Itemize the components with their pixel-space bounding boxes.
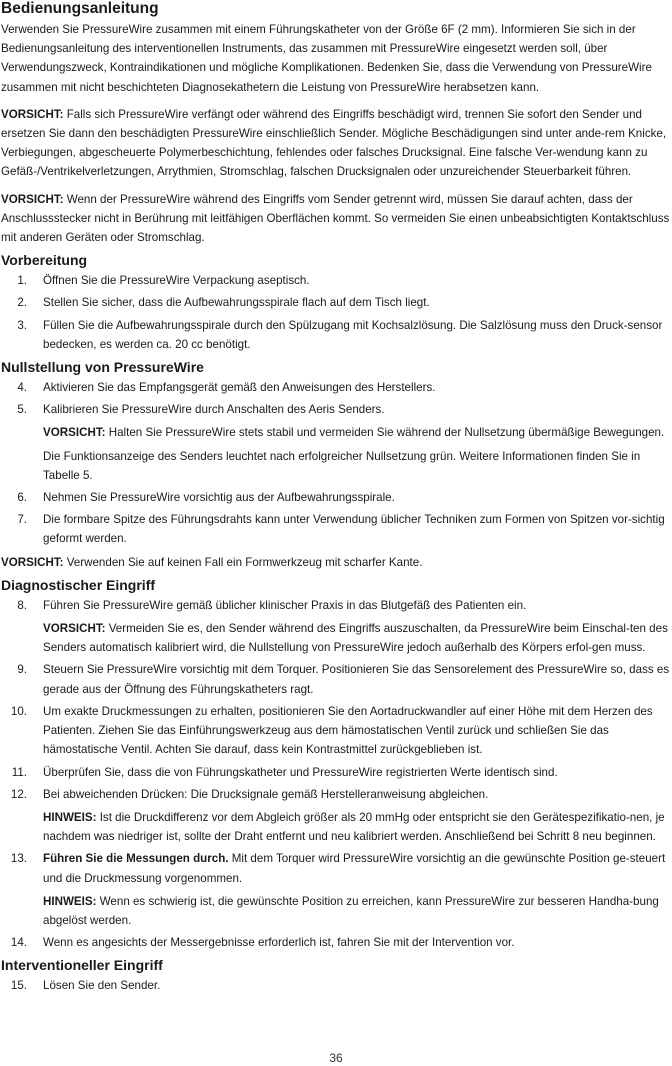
list-item xyxy=(1,976,671,995)
list-item xyxy=(1,378,671,397)
diagnostic-steps-cont xyxy=(1,660,671,803)
step-text: Aktivieren Sie das Empfangsgerät gemäß den Anweisungen des Herstellers. xyxy=(43,381,436,395)
diagnostic-steps-cont2 xyxy=(1,849,671,887)
step-text: Überprüfen Sie, dass die von Führungskatheter und PressureWire registrierten Werte identisch sind. xyxy=(43,765,558,779)
note-hinweis xyxy=(1,808,671,846)
caution-text: Wenn der PressureWire während des Eingriffs vom Sender getrennt wird, müssen Sie darauf achten, dass der Anschlussstecker nicht in Berührung mit leitfähigen Oberflächen kommt. So vermeiden Sie einen unbeabsichtigten Kontaktschluss mit anderen Geräten oder Stromschlag. xyxy=(1,192,670,245)
step-number: 9. xyxy=(17,663,27,677)
step-text: Bei abweichenden Drücken: Die Drucksignale gemäß Herstelleranweisung abgleichen. xyxy=(43,787,489,801)
caution-paragraph-1 xyxy=(1,105,671,182)
list-item xyxy=(1,488,671,507)
list-item xyxy=(1,271,671,290)
list-item xyxy=(1,785,671,804)
caution-label: VORSICHT: xyxy=(1,107,64,121)
step-text: Nehmen Sie PressureWire vorsichtig aus der Aufbewahrungsspirale. xyxy=(43,491,395,505)
caution-label: VORSICHT: xyxy=(43,622,106,636)
step-number: 6. xyxy=(17,491,27,505)
step-number: 11. xyxy=(11,765,27,779)
list-item xyxy=(1,933,671,952)
page-title: Bedienungsanleitung xyxy=(1,0,159,17)
caution-note xyxy=(1,619,671,657)
caution-paragraph-3 xyxy=(1,553,671,572)
list-item xyxy=(1,293,671,312)
step-text: Öffnen Sie die PressureWire Verpackung aseptisch. xyxy=(43,274,310,288)
zeroing-steps-cont xyxy=(1,488,671,549)
intro-paragraph: Verwenden Sie PressureWire zusammen mit einem Führungskatheter von der Größe 6F (2 mm). Informieren Sie sich in der Bedienungsanleitung des interventionellen Instruments, das zusammen mit PressureWire eingesetzt werden soll, über Verwendungszweck, Kontraindikationen und mögliche Komplikationen. Bedenken Sie, dass die Verwendung von PressureWire zusammen mit nicht beschichteten Diagnosekathetern die Leistung von PressureWire herabsetzen kann. xyxy=(1,23,652,94)
list-item xyxy=(1,510,671,548)
preparation-steps xyxy=(1,271,671,354)
caution-text: Verwenden Sie auf keinen Fall ein Formwerkzeug mit scharfer Kante. xyxy=(63,555,423,569)
step-text: Führen Sie PressureWire gemäß üblicher klinischer Praxis in das Blutgefäß des Patienten ein. xyxy=(43,598,527,612)
list-item xyxy=(1,702,671,760)
caution-label: VORSICHT: xyxy=(1,192,64,206)
list-item xyxy=(1,849,671,887)
step-bold-text: Führen Sie die Messungen durch. xyxy=(43,852,229,866)
caution-text: Falls sich PressureWire verfängt oder während des Eingriffs beschädigt wird, trennen Sie sofort den Sender und ersetzen Sie dann den beschädigten PressureWire einschließlich Sender. Mögliche Beschädigungen sind unter ande-rem Knicke, Verbiegungen, abgescheuerte Polymerbeschichtung, fehlendes oder falsches Drucksignal. Eine falsche Ver-wendung kann zu Gefäß-/Ventrikelverletzungen, Arrythmien, Stromschlag, falschen Drucksignalen oder unzureichender Steuerbarkeit führen. xyxy=(1,107,667,179)
caution-note xyxy=(1,423,671,442)
step-text: Stellen Sie sicher, dass die Aufbewahrungsspirale flach auf dem Tisch liegt. xyxy=(43,296,430,310)
note-label: HINWEIS: xyxy=(43,810,97,824)
step-text: Die formbare Spitze des Führungsdrahts kann unter Verwendung üblicher Techniken zum Formen von Spitzen vor-sichtig geformt werden. xyxy=(43,513,665,546)
list-item xyxy=(1,660,671,698)
caution-text: Vermeiden Sie es, den Sender während des Eingriffs auszuschalten, da PressureWire beim Einschal-ten des Senders automatisch kalibriert wird, die Nullstellung von PressureWire jedoch außerhalb des Körpers erfol-gen muss. xyxy=(43,622,668,655)
step-number: 3. xyxy=(17,318,27,332)
step-number: 12. xyxy=(10,787,27,801)
note-hinweis xyxy=(1,892,671,930)
interventional-steps xyxy=(1,976,671,995)
diagnostic-steps xyxy=(1,596,671,615)
step-text: Lösen Sie den Sender. xyxy=(43,979,161,993)
step-number: 10. xyxy=(10,704,27,718)
step-number: 1. xyxy=(17,274,27,288)
step-text: Steuern Sie PressureWire vorsichtig mit dem Torquer. Positionieren Sie das Sensorelement des PressureWire so, dass es gerade aus der Öffnung des Führungskatheters ragt. xyxy=(43,663,670,696)
list-item xyxy=(1,400,671,419)
list-item xyxy=(1,596,671,615)
note-text: Ist die Druckdifferenz vor dem Abgleich größer als 20 mmHg oder entspricht sie den Gerätespezifikatio-nen, je nachdem was niedriger ist, sollte der Draht entfernt und neu kalibriert werden. Anschließend bei Schritt 8 neu beginnen. xyxy=(43,810,665,844)
note-text: Wenn es schwierig ist, die gewünschte Position zu erreichen, kann PressureWire zur besseren Handha-bung abgelöst werden. xyxy=(43,894,659,927)
section-heading-interventional: Interventioneller Eingriff xyxy=(1,957,163,974)
diagnostic-steps-cont3 xyxy=(1,933,671,952)
step-number: 7. xyxy=(17,513,27,527)
list-item xyxy=(1,763,671,782)
step-text: Kalibrieren Sie PressureWire durch Anschalten des Aeris Senders. xyxy=(43,403,385,417)
step-number: 15. xyxy=(10,979,27,993)
zeroing-steps xyxy=(1,378,671,419)
step-text: Mit dem Torquer wird PressureWire vorsichtig an die gewünschte Position ge-steuert und die Druckmessung vorgenommen. xyxy=(43,852,666,885)
section-heading-diagnostic: Diagnostischer Eingriff xyxy=(1,576,156,593)
step-text: Um exakte Druckmessungen zu erhalten, positionieren Sie den Aortadruckwandler auf einer Höhe mit dem Herzen des Patienten. Ziehen Sie das Einführungswerkzeug aus dem hämostatischen Ventil zurück und schließen Sie das hämostatische Ventil. Achten Sie darauf, dass kein Kontrastmittel zurückgeblieben ist. xyxy=(43,704,653,757)
section-heading-zeroing: Nullstellung von PressureWire xyxy=(1,359,204,376)
step-number: 8. xyxy=(17,598,27,612)
page-number: 36 xyxy=(329,1051,343,1065)
step-number: 2. xyxy=(17,296,27,310)
caution-label: VORSICHT: xyxy=(1,555,64,569)
step-number: 14. xyxy=(10,936,27,950)
step-text: Wenn es angesichts der Messergebnisse erforderlich ist, fahren Sie mit der Intervention vor. xyxy=(43,936,515,950)
step-number: 4. xyxy=(17,381,27,395)
section-heading-preparation: Vorbereitung xyxy=(1,252,88,269)
step-number: 5. xyxy=(17,403,27,417)
step-text: Füllen Sie die Aufbewahrungsspirale durch den Spülzugang mit Kochsalzlösung. Die Salzlösung muss den Druck-sensor bedecken, es werden ca. 20 cc benötigt. xyxy=(43,318,663,351)
list-item xyxy=(1,316,671,354)
caution-paragraph-2 xyxy=(1,190,671,248)
info-note: Die Funktionsanzeige des Senders leuchtet nach erfolgreicher Nullsetzung grün. Weitere Informationen finden Sie in Tabelle 5. xyxy=(43,449,641,482)
step-number: 13. xyxy=(10,852,27,866)
note-label: HINWEIS: xyxy=(43,894,97,908)
caution-label: VORSICHT: xyxy=(43,426,106,440)
caution-text: Halten Sie PressureWire stets stabil und vermeiden Sie während der Nullsetzung übermäßige Bewegungen. xyxy=(105,426,665,440)
